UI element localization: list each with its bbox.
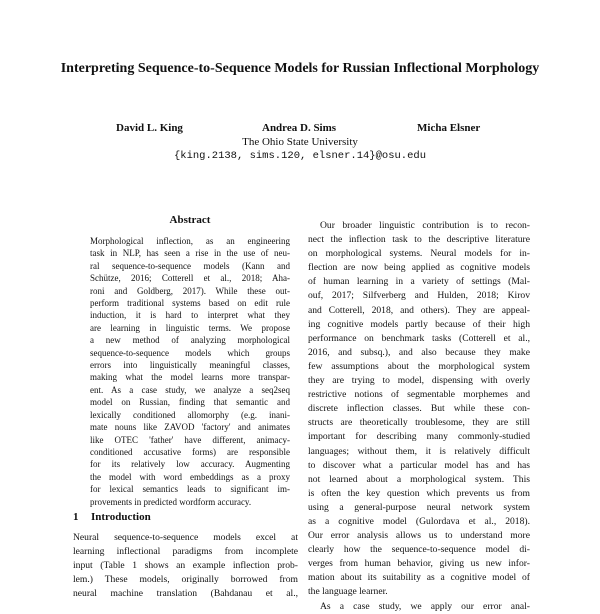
abstract-line: task in NLP, has seen a rise in the use of neu-: [90, 248, 290, 259]
right-line: of human learning in a variety of settings (Mal-: [308, 276, 530, 288]
author-elsner: Micha Elsner: [417, 122, 481, 134]
abstract-line: making what the model learns more transpar-: [90, 372, 290, 383]
introduction-body: [73, 531, 298, 601]
right-line: 2016, and subsq.), and also because they make: [308, 346, 530, 358]
abstract-line: sequence-to-sequence models which groups: [90, 347, 290, 358]
right-line: ing cognitive models partly because of their high: [308, 318, 530, 330]
right-line: using a general-purpose neural network system: [308, 501, 530, 513]
intro-line: lem.) These models, originally borrowed from: [73, 574, 298, 585]
right-line: structs are theoretically troublesome, they are still: [308, 417, 530, 429]
paper-title: Interpreting Sequence-to-Sequence Models for Russian Inflectional Morphology: [60, 61, 540, 76]
author-king: David L. King: [116, 122, 183, 134]
right-line: restrictive notions of segmentable morphemes and: [308, 389, 530, 401]
right-line: the language learner.: [308, 586, 388, 598]
section-number: 1: [73, 511, 79, 523]
right-line: discrete inflection classes. But while these con-: [308, 403, 530, 415]
right-column-body: [308, 219, 530, 614]
affiliation: The Ohio State University: [242, 136, 358, 148]
abstract-line: induction, it is hard to interpret what they: [90, 310, 290, 321]
abstract-line: errors into linguistically meaningful classes,: [90, 360, 290, 371]
right-line: mation about its suitability as a cognitive model of: [308, 572, 530, 584]
right-line: few assumptions about the morphological system: [308, 360, 530, 372]
abstract-line: ral sequence-to-sequence models (Kann and: [90, 260, 290, 271]
abstract-line: the model with word embeddings as a proxy: [90, 471, 290, 482]
right-line: languages; without them, it is relatively difficult: [308, 445, 530, 457]
abstract-line: for lexical semantics leads to significant im-: [90, 484, 290, 495]
abstract-line: for its relatively low accuracy. Augmenting: [90, 459, 290, 470]
section-title: Introduction: [91, 511, 151, 523]
abstract-line: Morphological inflection, as an engineering: [90, 236, 290, 246]
abstract-heading: Abstract: [169, 214, 211, 226]
right-line: they are trying to model, dispensing with overly: [308, 375, 530, 387]
abstract-body: [90, 235, 290, 508]
right-line: Our error analysis allows us to understand more: [308, 530, 530, 542]
right-line: is often the key question which prevents us from: [308, 487, 530, 499]
right-line: and Cotterell, 2018, and others). They are appeal-: [308, 304, 530, 316]
right-line: ouf, 2017; Silfverberg and Hulden, 2018; Kirov: [308, 290, 530, 302]
right-line: verges from human behavior, giving us new infor-: [308, 558, 530, 570]
abstract-line: Schütze, 2016; Cotterell et al., 2018; Aha-: [90, 273, 290, 284]
intro-line: input (Table 1 shows an example inflection prob-: [73, 560, 298, 571]
abstract-line: provements in predicted wordform accuracy.: [90, 496, 252, 507]
intro-line: neural machine translation (Bahdanau et al.,: [73, 588, 298, 599]
abstract-line: conditioned accusative forms) are responsible: [90, 446, 290, 457]
abstract-line: ent. As a case study, we analyze a seq2seq: [90, 384, 290, 395]
right-line: important for describing many commonly-studied: [308, 431, 530, 443]
right-line: as a cognitive model (Gulordava et al., 2018).: [308, 515, 530, 527]
abstract-line: a new method of analyzing morphological: [90, 335, 290, 346]
right-line: not learned about a morphological system. This: [308, 473, 530, 485]
right-line: Our broader linguistic contribution is to recon-: [320, 220, 530, 231]
abstract-line: perform traditional systems based on edit rule: [90, 298, 290, 309]
section-heading-introduction: [73, 511, 151, 524]
right-line: clearly how the sequence-to-sequence model di-: [308, 544, 530, 556]
right-line: nect the inflection task to the descriptive literature: [308, 234, 530, 246]
abstract-line: like OTEC 'father' have different, animacy-: [90, 434, 290, 445]
intro-line: learning inflectional paradigms from incomplete: [73, 546, 298, 557]
author-emails: {king.2138, sims.120, elsner.14}@osu.edu: [173, 150, 427, 162]
right-line: on morphological systems. Neural models for in-: [308, 248, 530, 260]
abstract-line: mate nouns like ZAVOD 'factory' and animates: [90, 422, 290, 433]
right-line: to discover what a particular model has and has: [308, 459, 530, 471]
right-line: performance on benchmark tasks (Cotterell et al.,: [308, 332, 530, 344]
abstract-line: roni and Goldberg, 2017). While these out-: [90, 285, 290, 296]
right-line: flection are now being applied as cognitive models: [308, 262, 530, 274]
author-sims: Andrea D. Sims: [262, 122, 337, 134]
intro-line: Neural sequence-to-sequence models excel at: [73, 532, 298, 543]
abstract-line: lexically conditioned allomorphy (e.g. inani-: [90, 409, 290, 420]
abstract-line: model on Russian, finding that semantic and: [90, 397, 290, 408]
abstract-line: are learning in linguistic terms. We propose: [90, 322, 290, 333]
right-line: As a case study, we apply our error anal-: [320, 600, 530, 612]
